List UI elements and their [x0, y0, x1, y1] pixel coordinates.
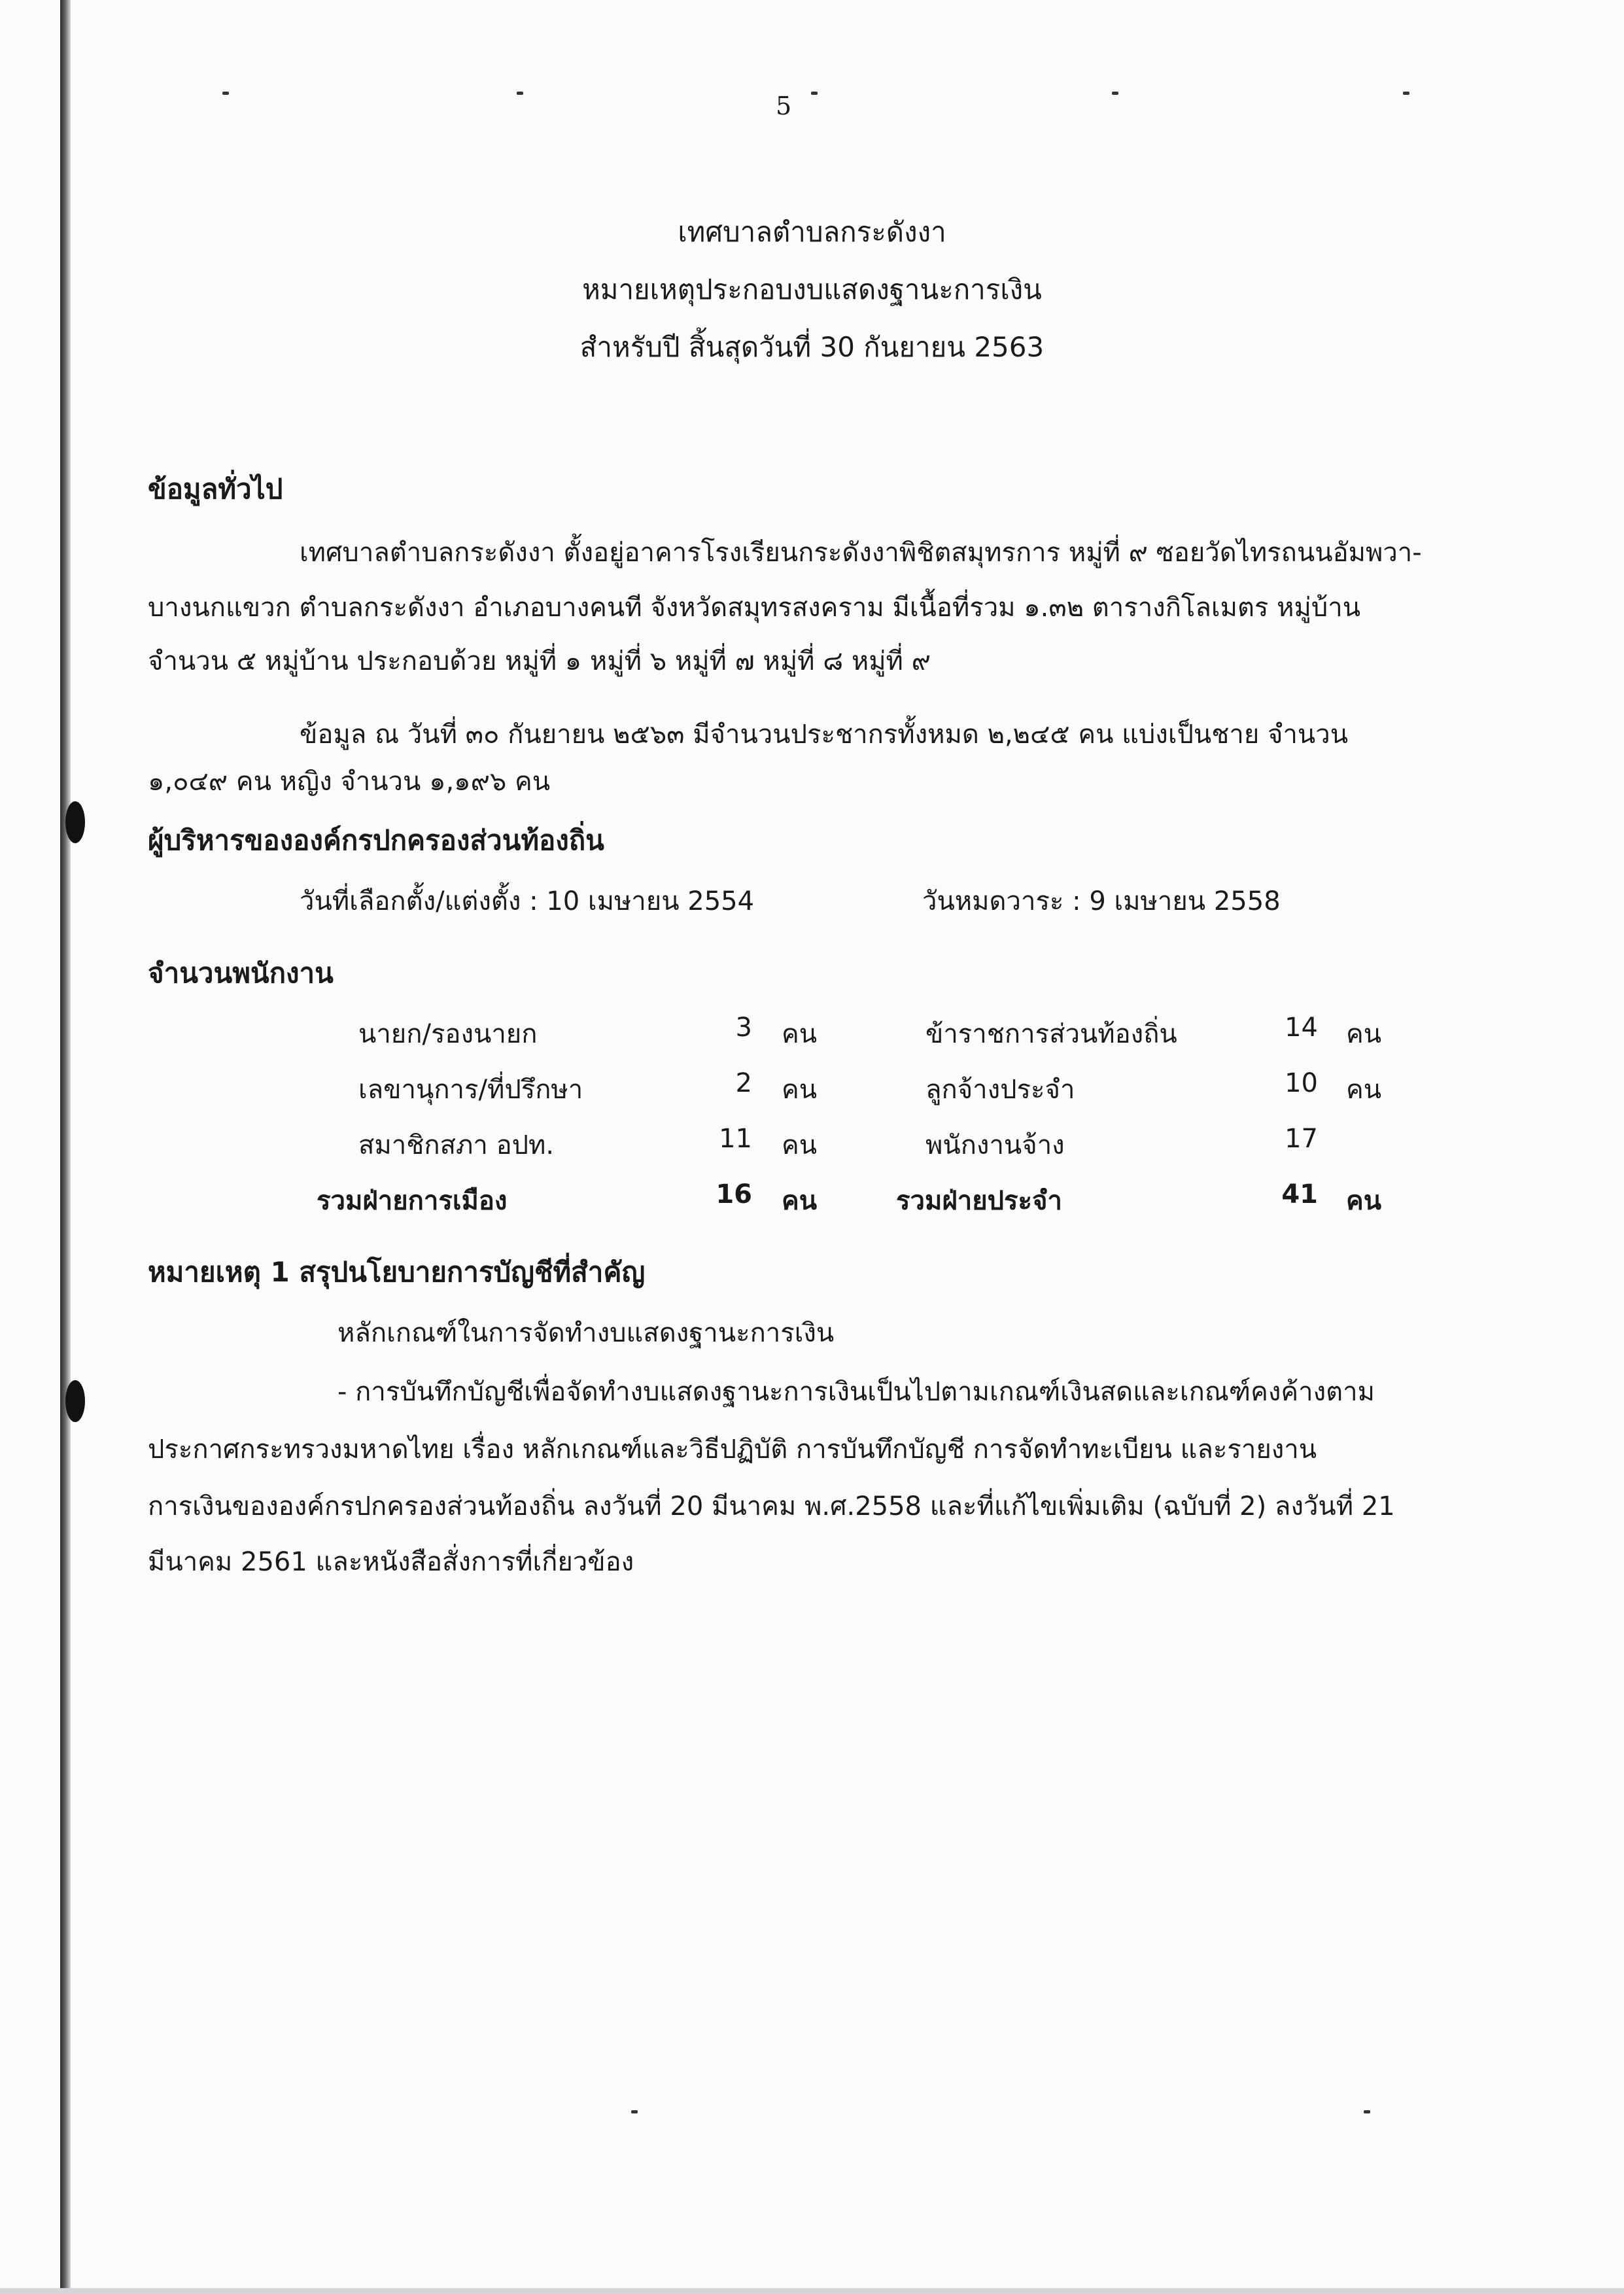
general-paragraph-line: จำนวน ๕ หมู่บ้าน ประกอบด้วย หมู่ที่ ๑ หมู่ที่ ๖ หมู่ที่ ๗ หมู่ที่ ๘ หมู่ที่ ๙ — [148, 646, 931, 676]
general-paragraph-line: เทศบาลตำบลกระดังงา ตั้งอยู่อาคารโรงเรียนกระดังงาพิชิตสมุทรการ หมู่ที่ ๙ ซอยวัดไทรถนนอัมพวา- — [300, 538, 1422, 568]
page-number: 5 — [776, 92, 792, 120]
staff-right-label: พนักงานจ้าง — [925, 1130, 1065, 1160]
staff-right-value: 14 — [1285, 1013, 1318, 1043]
staff-total-political-label: รวมฝ่ายการเมือง — [317, 1186, 508, 1216]
note1-paragraph-line: การเงินขององค์กรปกครองส่วนท้องถิ่น ลงวันที่ 20 มีนาคม พ.ศ.2558 และที่แก้ไขเพิ่มเติม (ฉบับที่ 2) ลงวันที่ 21 — [148, 1491, 1395, 1521]
scan-speck — [222, 92, 229, 95]
section-heading-general: ข้อมูลทั่วไป — [148, 473, 283, 505]
scan-speck — [1403, 92, 1409, 95]
staff-left-value: 11 — [719, 1124, 752, 1154]
punch-hole-bottom — [65, 1380, 85, 1422]
note1-subheading: หลักเกณฑ์ในการจัดทำงบแสดงฐานะการเงิน — [337, 1318, 835, 1348]
scan-speck — [631, 2110, 638, 2113]
staff-left-unit: คน — [782, 1130, 818, 1160]
scan-speck — [811, 92, 818, 95]
punch-hole-top — [65, 801, 85, 843]
staff-left-label: นายก/รองนายก — [358, 1019, 538, 1049]
section-heading-note1: หมายเหตุ 1 สรุปนโยบายการบัญชีที่สำคัญ — [148, 1256, 646, 1288]
section-heading-executives: ผู้บริหารขององค์กรปกครองส่วนท้องถิ่น — [148, 824, 604, 856]
staff-right-unit: คน — [1346, 1075, 1382, 1105]
staff-left-value: 3 — [735, 1013, 752, 1043]
population-paragraph-line: ๑,๐๔๙ คน หญิง จำนวน ๑,๑๙๖ คน — [148, 767, 551, 797]
note1-paragraph-line: ประกาศกระทรวงมหาดไทย เรื่อง หลักเกณฑ์และวิธีปฏิบัติ การบันทึกบัญชี การจัดทำทะเบียน และรายงาน — [148, 1434, 1317, 1465]
note1-paragraph-line: มีนาคม 2561 และหนังสือสั่งการที่เกี่ยวข้อง — [148, 1547, 634, 1577]
bottom-scan-edge — [0, 2288, 1624, 2294]
term-end-date: วันหมดวาระ : 9 เมษายน 2558 — [922, 886, 1281, 916]
note1-paragraph-line: - การบันทึกบัญชีเพื่อจัดทำงบแสดงฐานะการเงินเป็นไปตามเกณฑ์เงินสดและเกณฑ์คงค้างตาม — [337, 1377, 1375, 1407]
staff-left-unit: คน — [782, 1075, 818, 1105]
staff-total-political-value: 16 — [716, 1179, 752, 1209]
staff-total-political-unit: คน — [782, 1186, 818, 1216]
staff-left-label: สมาชิกสภา อปท. — [358, 1130, 555, 1160]
staff-left-unit: คน — [782, 1019, 818, 1049]
staff-right-value: 17 — [1285, 1124, 1318, 1154]
section-heading-staff: จำนวนพนักงาน — [148, 957, 334, 989]
election-date: วันที่เลือกตั้ง/แต่งตั้ง : 10 เมษายน 2554 — [300, 886, 755, 916]
staff-total-permanent-label: รวมฝ่ายประจำ — [896, 1186, 1062, 1216]
staff-total-permanent-value: 41 — [1281, 1179, 1318, 1209]
staff-right-label: ข้าราชการส่วนท้องถิ่น — [925, 1019, 1177, 1049]
staff-right-unit: คน — [1346, 1019, 1382, 1049]
staff-right-label: ลูกจ้างประจำ — [925, 1075, 1075, 1105]
header-period: สำหรับปี สิ้นสุดวันที่ 30 กันยายน 2563 — [579, 331, 1045, 363]
staff-right-value: 10 — [1285, 1068, 1318, 1098]
staff-left-value: 2 — [735, 1068, 752, 1098]
scan-speck — [1112, 92, 1118, 95]
population-paragraph-line: ข้อมูล ณ วันที่ ๓๐ กันยายน ๒๕๖๓ มีจำนวนประชากรทั้งหมด ๒,๒๔๕ คน แบ่งเป็นชาย จำนวน — [300, 720, 1349, 750]
scan-speck — [517, 92, 523, 95]
staff-total-permanent-unit: คน — [1346, 1186, 1382, 1216]
header-document-title: หมายเหตุประกอบงบแสดงฐานะการเงิน — [582, 273, 1042, 305]
staff-left-label: เลขานุการ/ที่ปรึกษา — [358, 1075, 583, 1105]
header-municipality: เทศบาลตำบลกระดังงา — [678, 216, 946, 248]
scan-speck — [1364, 2110, 1370, 2113]
general-paragraph-line: บางนกแขวก ตำบลกระดังงา อำเภอบางคนที จังหวัดสมุทรสงคราม มีเนื้อที่รวม ๑.๓๒ ตารางกิโลเมตร หมู่บ้าน — [148, 593, 1361, 623]
